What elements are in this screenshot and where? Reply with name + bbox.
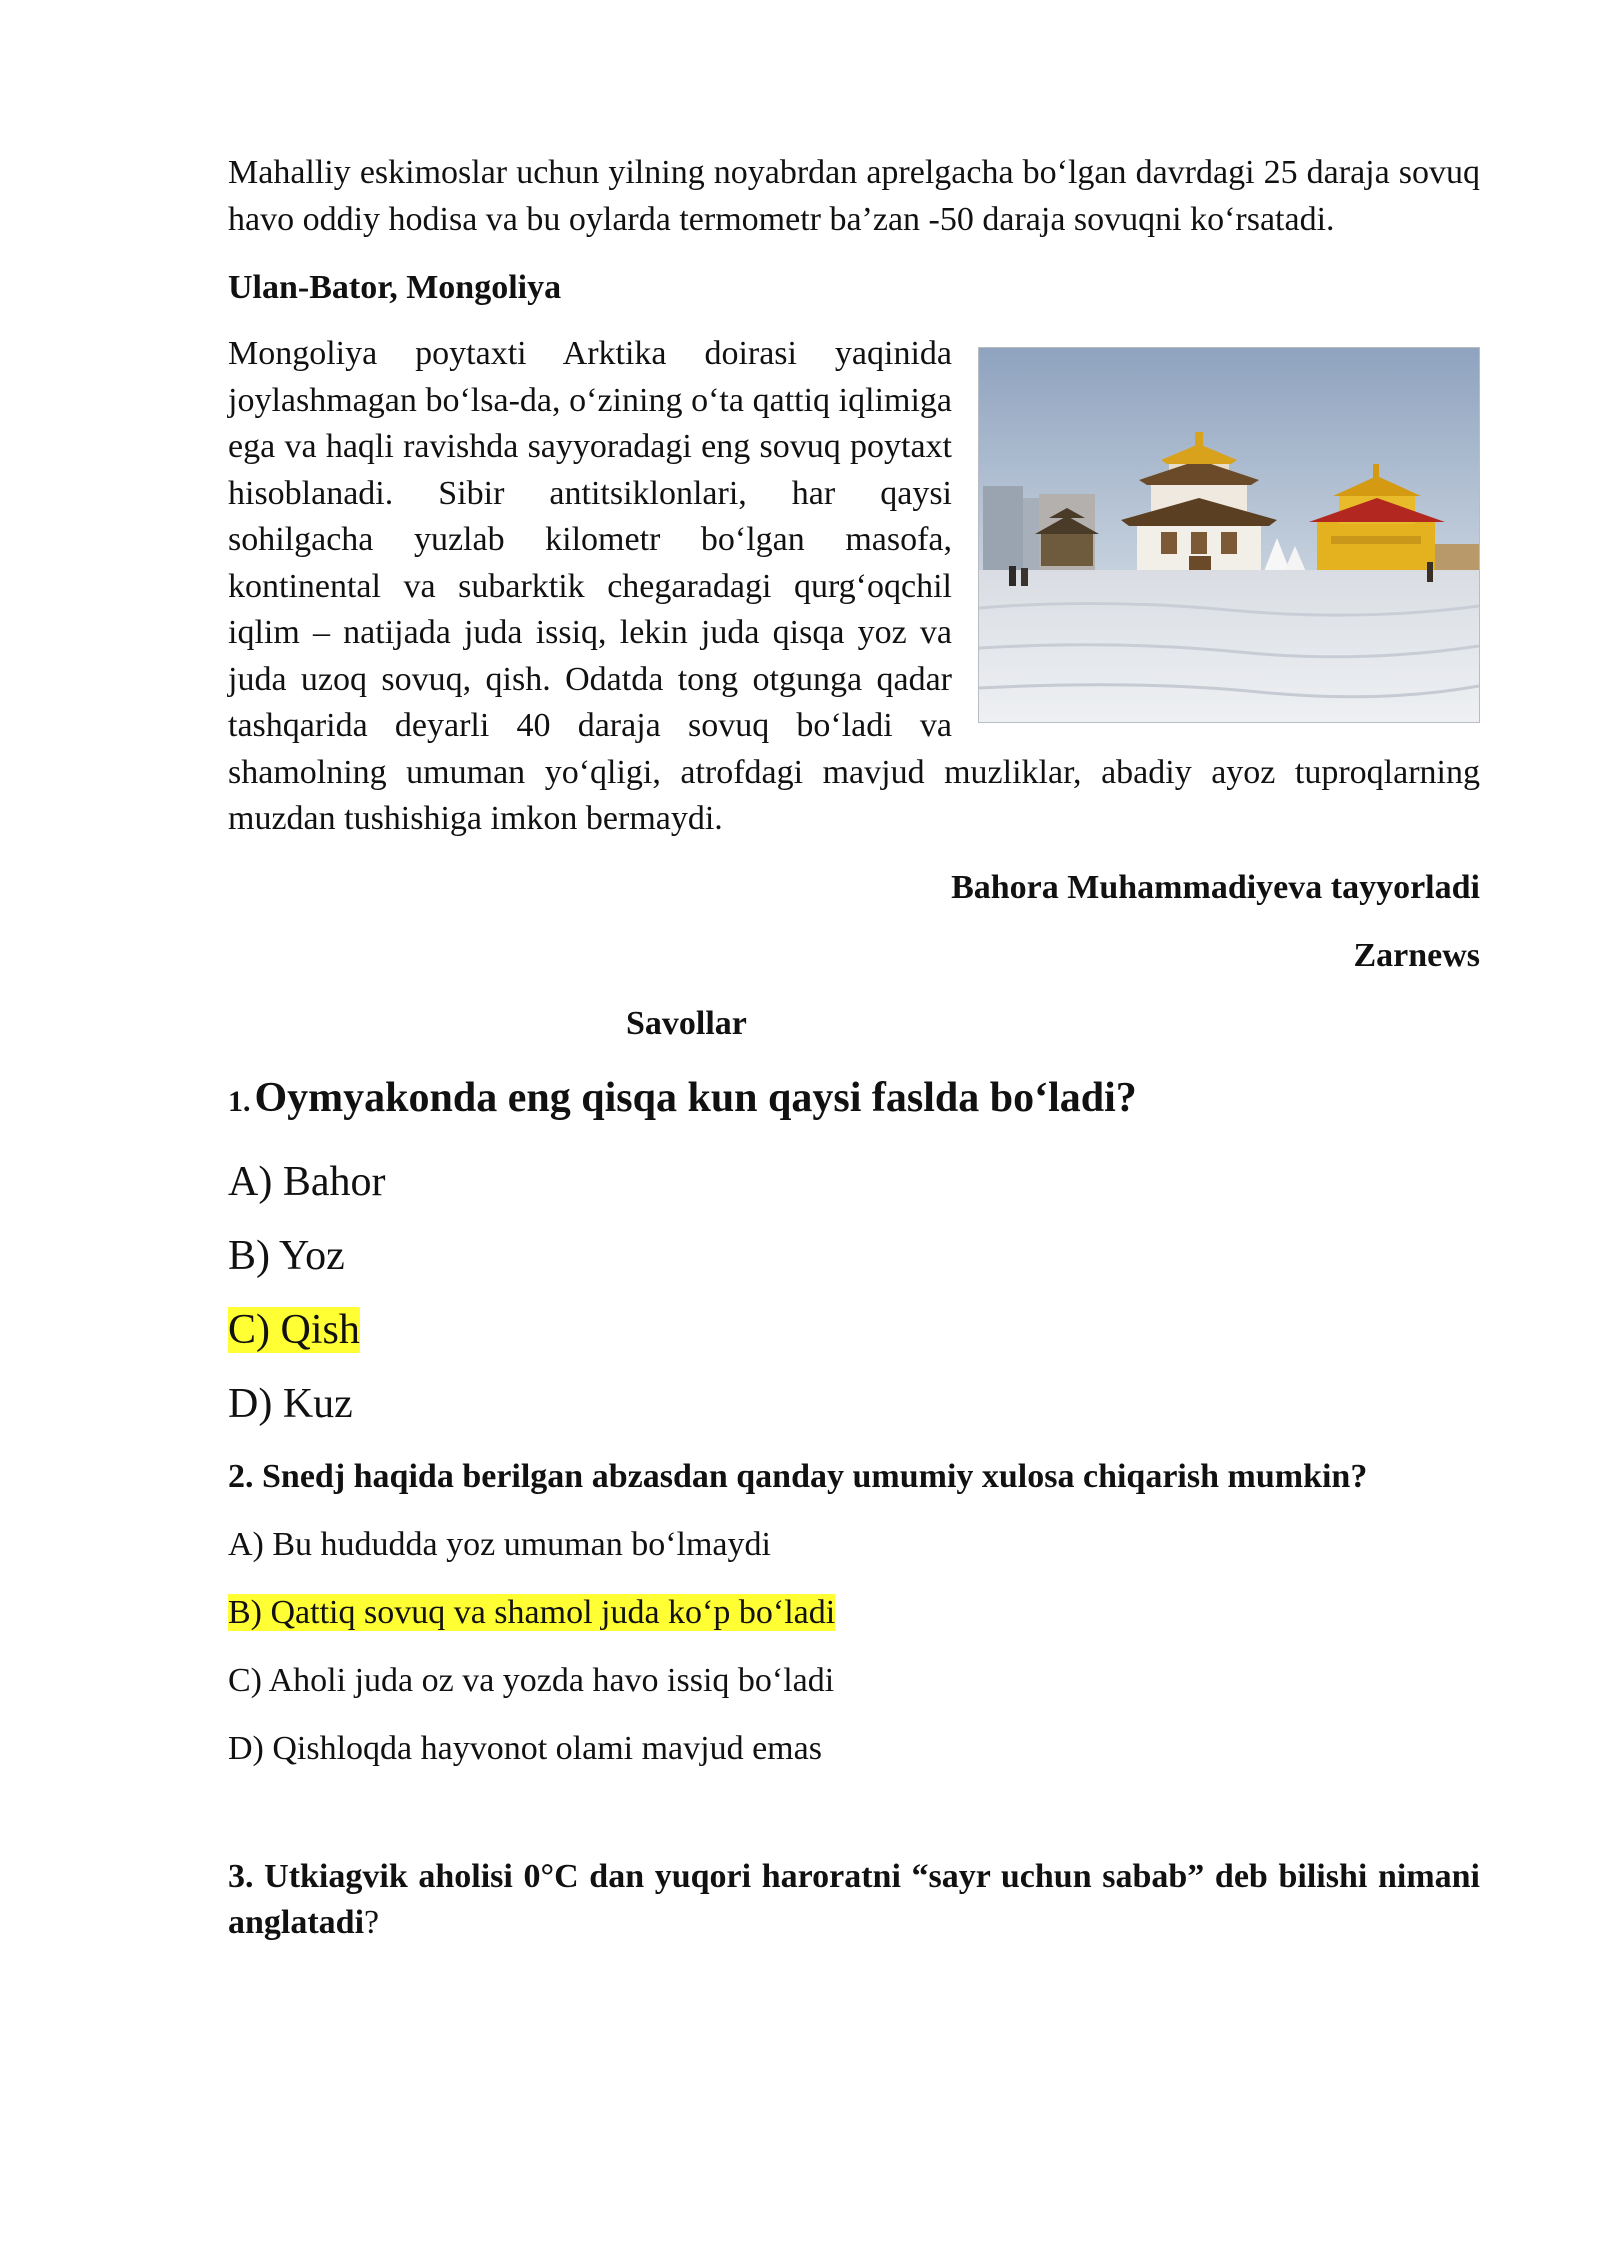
mongolia-paragraph: Mongoliya poytaxti Arktika doirasi yaqinida joylashmagan bo‘lsa-da, o‘zining o‘ta qattiq iqlimiga ega va haqli ravishda sayyoradagi eng sovuq poytaxt hisoblanadi. Sibir antitsiklonlari, har qaysi sohilgacha yuzlab kilometr bo‘lgan masofa, kontinental va subarktik chegaradagi qurg‘oqchil iqlim – natijada juda issiq, lekin juda qisqa yoz va juda uzoq sovuq, qish. Odatda tong otgunga qadar tashqarida deyarli 40 daraja sovuq bo‘ladi va shamolning umuman yo‘qligi, atrofdagi mavjud muzliklar, abadiy ayoz tuproqlarning muzdan tushishiga imkon bermaydi. <box>228 335 1480 837</box>
mongolia-temple-photo <box>978 347 1480 723</box>
question-2-option-c: C) Aholi juda oz va yozda havo issiq bo‘ladi <box>228 1661 835 1699</box>
question-3-text: 3. Utkiagvik aholisi 0°C dan yuqori haroratni “sayr uchun sabab” deb bilishi nimani anglatadi <box>228 1857 1480 1941</box>
section-heading: Ulan-Bator, Mongoliya <box>228 269 562 306</box>
question-3-end-mark: ? <box>364 1903 380 1941</box>
question-2-text: 2. Snedj haqida berilgan abzasdan qanday umumiy xulosa chiqarish mumkin? <box>228 1457 1368 1495</box>
question-2-option-b-highlighted: B) Qattiq sovuq va shamol juda ko‘p bo‘ladi <box>228 1593 836 1631</box>
question-1-option-b: B) Yoz <box>228 1232 345 1279</box>
document-page <box>228 150 1480 1946</box>
question-2-option-a: A) Bu hududda yoz umuman bo‘lmaydi <box>228 1525 771 1563</box>
question-2-option-d: D) Qishloqda hayvonot olami mavjud emas <box>228 1729 822 1767</box>
intro-paragraph: Mahalliy eskimoslar uchun yilning noyabrdan aprelgacha bo‘lgan davrdagi 25 daraja sovuq havo oddiy hodisa va bu oylarda termometr ba’zan -50 daraja sovuqni ko‘rsatadi. <box>228 154 1480 238</box>
credit-author: Bahora Muhammadiyeva tayyorladi <box>951 868 1480 906</box>
question-3 <box>228 1854 1480 1946</box>
question-1-option-d: D) Kuz <box>228 1380 353 1427</box>
question-1 <box>228 1069 1480 1136</box>
question-1-option-a: A) Bahor <box>228 1158 386 1205</box>
credit-source: Zarnews <box>1353 936 1480 974</box>
question-1-option-c-highlighted: C) Qish <box>228 1306 360 1353</box>
question-1-number: 1. <box>228 1084 251 1118</box>
question-1-text: Oymyakonda eng qisqa kun qaysi faslda bo‘ladi? <box>254 1074 1137 1121</box>
questions-title: Savollar <box>626 1004 747 1042</box>
